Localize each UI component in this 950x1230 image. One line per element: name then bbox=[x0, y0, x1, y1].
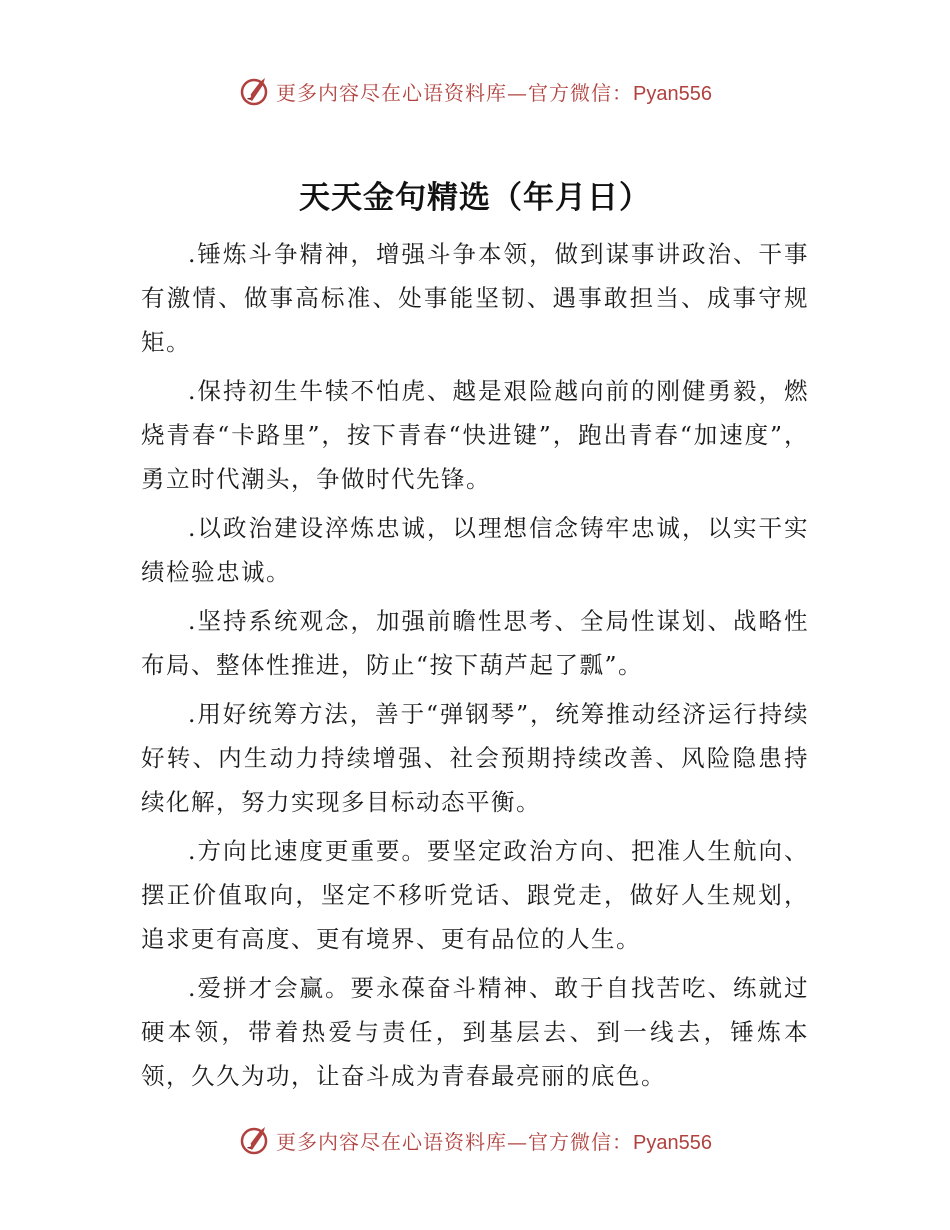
banner-text: 更多内容尽在心语资料库—官方微信：Pyan556 bbox=[276, 1129, 712, 1154]
wechat-id: Pyan556 bbox=[633, 82, 712, 105]
paragraph-5: .用好统筹方法，善于“弹钢琴”，统筹推动经济运行持续好转、内生动力持续增强、社会预期持续改善、风险隐患持续化解，努力实现多目标动态平衡。 bbox=[141, 700, 809, 816]
header-banner bbox=[0, 71, 950, 111]
paragraph-6: .方向比速度更重要。要坚定政治方向、把准人生航向、摆正价值取向，坚定不移听党话、跟党走，做好人生规划，追求更有高度、更有境界、更有品位的人生。 bbox=[141, 837, 809, 953]
wechat-id: Pyan556 bbox=[633, 1131, 712, 1154]
paragraph-1: .锤炼斗争精神，增强斗争本领，做到谋事讲政治、干事有激情、做事高标准、处事能坚韧、遇事敢担当、成事守规矩。 bbox=[141, 240, 809, 356]
paragraph-2: .保持初生牛犊不怕虎、越是艰险越向前的刚健勇毅，燃烧青春“卡路里”，按下青春“快进键”，跑出青春“加速度”，勇立时代潮头，争做时代先锋。 bbox=[141, 377, 809, 493]
pen-nib-logo-icon bbox=[238, 1123, 272, 1157]
paragraph-7: .爱拼才会赢。要永葆奋斗精神、敢于自找苦吃、练就过硬本领，带着热爱与责任，到基层去、到一线去，锤炼本领，久久为功，让奋斗成为青春最亮丽的底色。 bbox=[141, 974, 809, 1090]
document-body bbox=[141, 232, 809, 1103]
pen-nib-logo-icon bbox=[238, 74, 272, 108]
document-title: 天天金句精选（年月日） bbox=[299, 180, 651, 216]
paragraph-4: .坚持系统观念，加强前瞻性思考、全局性谋划、战略性布局、整体性推进，防止“按下葫芦起了瓢”。 bbox=[141, 607, 809, 679]
footer-banner bbox=[0, 1120, 950, 1160]
paragraph-3: .以政治建设淬炼忠诚，以理想信念铸牢忠诚，以实干实绩检验忠诚。 bbox=[141, 514, 809, 586]
banner-text: 更多内容尽在心语资料库—官方微信：Pyan556 bbox=[276, 80, 712, 105]
